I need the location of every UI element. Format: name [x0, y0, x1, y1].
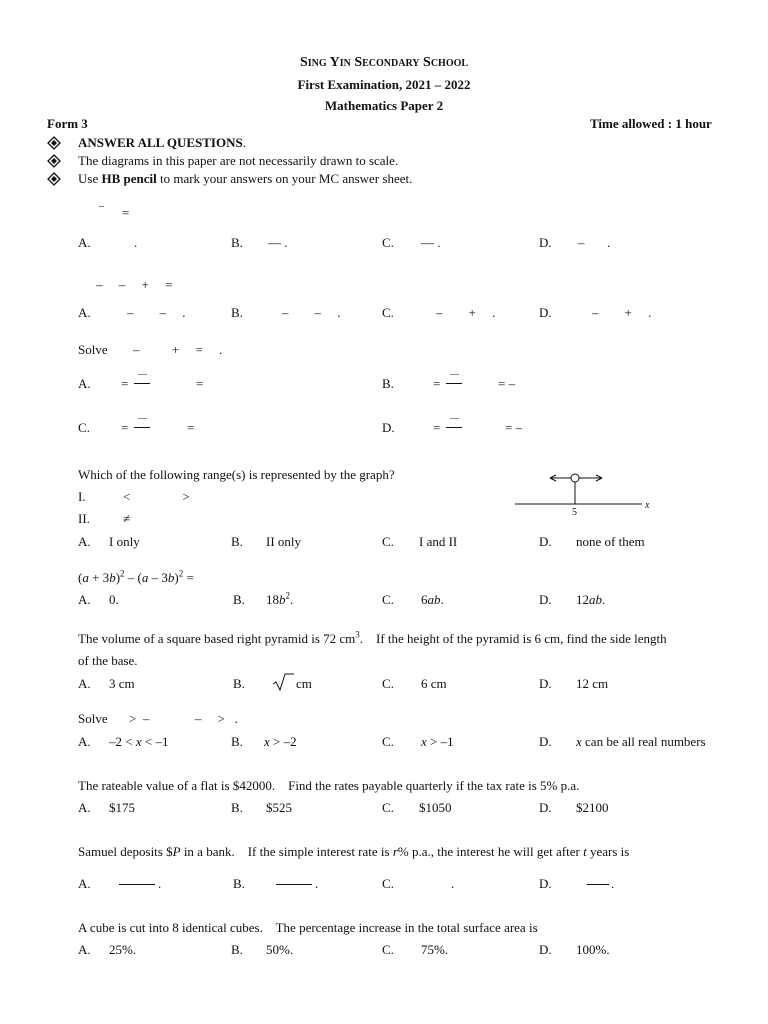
q3-option-c-fraction-bar — [134, 427, 150, 428]
q9-option-c-letter: C. — [382, 876, 394, 891]
q7-option-b-letter: B. — [231, 734, 243, 749]
q10-option-b: 50%. — [266, 942, 294, 957]
time-allowed: Time allowed : 1 hour — [590, 116, 712, 131]
q3-stem: – + = . — [133, 342, 223, 357]
graph-x-label: x — [645, 500, 650, 511]
q2-option-a: – – . — [127, 305, 186, 320]
q6-option-a-letter: A. — [78, 676, 91, 691]
form-label: Form 3 — [47, 116, 88, 131]
q9-option-b-letter: B. — [233, 876, 245, 891]
q9-option-a: . — [158, 876, 162, 891]
q2-option-d-letter: D. — [539, 305, 552, 320]
q6-option-b-letter: B. — [233, 676, 245, 691]
q3-option-a-eq1: = — [121, 376, 129, 391]
q4-statement-ii: ≠ — [123, 511, 131, 526]
q3-option-b-fraction-bar — [446, 383, 462, 384]
q3-option-c-eq1: = — [121, 420, 129, 435]
q3-option-d-fraction-bar — [446, 427, 462, 428]
q1-stem-equals: = — [122, 205, 130, 220]
q7-option-c: x > –1 — [421, 734, 454, 749]
q6-option-b: cm — [296, 676, 312, 691]
q10-stem: A cube is cut into 8 identical cubes. The percentage increase in the total surface area is — [78, 920, 538, 935]
q9-stem: Samuel deposits $P in a bank. If the simple interest rate is r% p.a., the interest he will get after t years is — [78, 844, 630, 859]
q7-option-a: –2 < x < –1 — [109, 734, 169, 749]
q7-option-b: x > –2 — [264, 734, 297, 749]
q8-option-d: $2100 — [576, 800, 609, 815]
q1-option-d-minus: – — [578, 235, 585, 250]
q1-option-b: — . — [268, 235, 288, 250]
q10-option-c-letter: C. — [382, 942, 394, 957]
q10-option-d-letter: D. — [539, 942, 552, 957]
q3-option-b-eq2: = – — [498, 376, 516, 391]
q10-option-c: 75%. — [421, 942, 449, 957]
q8-stem: The rateable value of a flat is $42000. Find the rates payable quarterly if the tax rate is 5% p.a. — [78, 778, 580, 793]
q9-option-d-fraction-bar — [587, 884, 609, 885]
q10-option-a-letter: A. — [78, 942, 91, 957]
q4-statement-i: < > — [123, 489, 190, 504]
q5-option-c-letter: C. — [382, 592, 394, 607]
diamond-bullet-icon — [47, 136, 61, 150]
q4-statement-i-label: I. — [78, 489, 86, 504]
q7-stem: > – – > . — [129, 711, 238, 726]
q7-solve-label: Solve — [78, 711, 108, 726]
q3-option-a-letter: A. — [78, 376, 91, 391]
q4-option-a: I only — [109, 534, 140, 549]
q8-option-d-letter: D. — [539, 800, 552, 815]
instruction-1: ANSWER ALL QUESTIONS. — [78, 135, 246, 150]
q1-option-a: . — [134, 235, 138, 250]
q8-option-c: $1050 — [419, 800, 452, 815]
q5-option-a-letter: A. — [78, 592, 91, 607]
q3-option-d-eq1: = — [433, 420, 441, 435]
q7-option-c-letter: C. — [382, 734, 394, 749]
q3-option-a-fraction-bar — [134, 383, 150, 384]
q8-option-a-letter: A. — [78, 800, 91, 815]
q3-option-a-overbar: — — [138, 369, 147, 379]
exam-title: First Examination, 2021 – 2022 — [297, 77, 471, 92]
instruction-3: Use HB pencil to mark your answers on your MC answer sheet. — [78, 171, 413, 186]
number-line-graph — [510, 470, 660, 520]
hollow-dot-icon — [571, 474, 579, 482]
q9-option-b-fraction-bar — [276, 884, 312, 885]
q7-option-a-letter: A. — [78, 734, 91, 749]
q4-option-c-letter: C. — [382, 534, 394, 549]
q4-statement-ii-label: II. — [78, 511, 90, 526]
q5-stem: $(a + 3b)^2 - (a - 3b)^2$ = — [78, 568, 194, 585]
q5-option-b: $18b^2$. — [266, 590, 294, 607]
q8-option-b-letter: B. — [231, 800, 243, 815]
instruction-2: The diagrams in this paper are not necessarily drawn to scale. — [78, 153, 399, 168]
q4-option-a-letter: A. — [78, 534, 91, 549]
q1-option-c-letter: C. — [382, 235, 394, 250]
q6-option-a: 3 cm — [109, 676, 135, 691]
q1-option-d-letter: D. — [539, 235, 552, 250]
q2-option-c-letter: C. — [382, 305, 394, 320]
q3-option-d-eq2: = – — [505, 420, 523, 435]
q9-option-a-fraction-bar — [119, 884, 155, 885]
q3-option-c-letter: C. — [78, 420, 90, 435]
graph-5-label: 5 — [572, 507, 577, 518]
q9-option-a-letter: A. — [78, 876, 91, 891]
q8-option-c-letter: C. — [382, 800, 394, 815]
q9-option-d-letter: D. — [539, 876, 552, 891]
q9-option-c: . — [451, 876, 455, 891]
q6-option-d-letter: D. — [539, 676, 552, 691]
q10-option-a: 25%. — [109, 942, 137, 957]
q10-option-b-letter: B. — [231, 942, 243, 957]
q5-option-b-letter: B. — [233, 592, 245, 607]
q6-option-c-letter: C. — [382, 676, 394, 691]
q6-option-c: 6 cm — [421, 676, 447, 691]
q2-option-b-letter: B. — [231, 305, 243, 320]
q3-option-a-eq2: = — [196, 376, 204, 391]
q9-option-b: . — [315, 876, 319, 891]
q5-option-a: 0. — [109, 592, 119, 607]
q4-option-d-letter: D. — [539, 534, 552, 549]
q5-option-d-letter: D. — [539, 592, 552, 607]
q6-option-d: 12 cm — [576, 676, 609, 691]
q3-option-c-overbar: — — [138, 413, 147, 423]
q1-option-c: — . — [421, 235, 441, 250]
q6-stem-line2: of the base. — [78, 653, 138, 668]
school-name: Sing Yin Secondary School — [299, 55, 469, 70]
q3-option-d-overbar: — — [450, 413, 459, 423]
q6-stem-line1: The volume of a square based right pyramid is 72 $cm^3$. If the height of the pyramid is 6 cm, find the side length — [78, 629, 667, 646]
q7-option-d-letter: D. — [539, 734, 552, 749]
q1-option-a-letter: A. — [78, 235, 91, 250]
q2-option-b: – – . — [282, 305, 341, 320]
q8-option-a: $175 — [109, 800, 135, 815]
q1-option-d-dot: . — [607, 235, 611, 250]
q1-option-b-letter: B. — [231, 235, 243, 250]
q3-option-b-overbar: — — [450, 369, 459, 379]
square-root-icon — [272, 672, 294, 692]
q3-option-d-letter: D. — [382, 420, 395, 435]
diamond-bullet-icon — [47, 172, 61, 186]
q3-solve-label: Solve — [78, 342, 108, 357]
diamond-bullet-icon — [47, 154, 61, 168]
q5-option-d: 12ab. — [576, 592, 606, 607]
q3-option-b-eq1: = — [433, 376, 441, 391]
paper-title: Mathematics Paper 2 — [324, 98, 444, 113]
q2-option-d: – + . — [592, 305, 652, 320]
q4-option-c: I and II — [419, 534, 458, 549]
q1-stem-minus: – — [99, 201, 104, 212]
q7-option-d: x can be all real numbers — [576, 734, 706, 749]
q3-option-c-eq2: = — [187, 420, 195, 435]
q8-option-b: $525 — [266, 800, 292, 815]
q4-option-b: II only — [266, 534, 302, 549]
q5-option-c: 6ab. — [421, 592, 444, 607]
q3-option-b-letter: B. — [382, 376, 394, 391]
q2-stem: – – + = — [96, 277, 173, 292]
q10-option-d: 100%. — [576, 942, 610, 957]
q2-option-c: – + . — [436, 305, 496, 320]
q4-option-d: none of them — [576, 534, 645, 549]
q4-stem: Which of the following range(s) is represented by the graph? — [78, 467, 395, 482]
q2-option-a-letter: A. — [78, 305, 91, 320]
q4-option-b-letter: B. — [231, 534, 243, 549]
q9-option-d: . — [611, 876, 615, 891]
